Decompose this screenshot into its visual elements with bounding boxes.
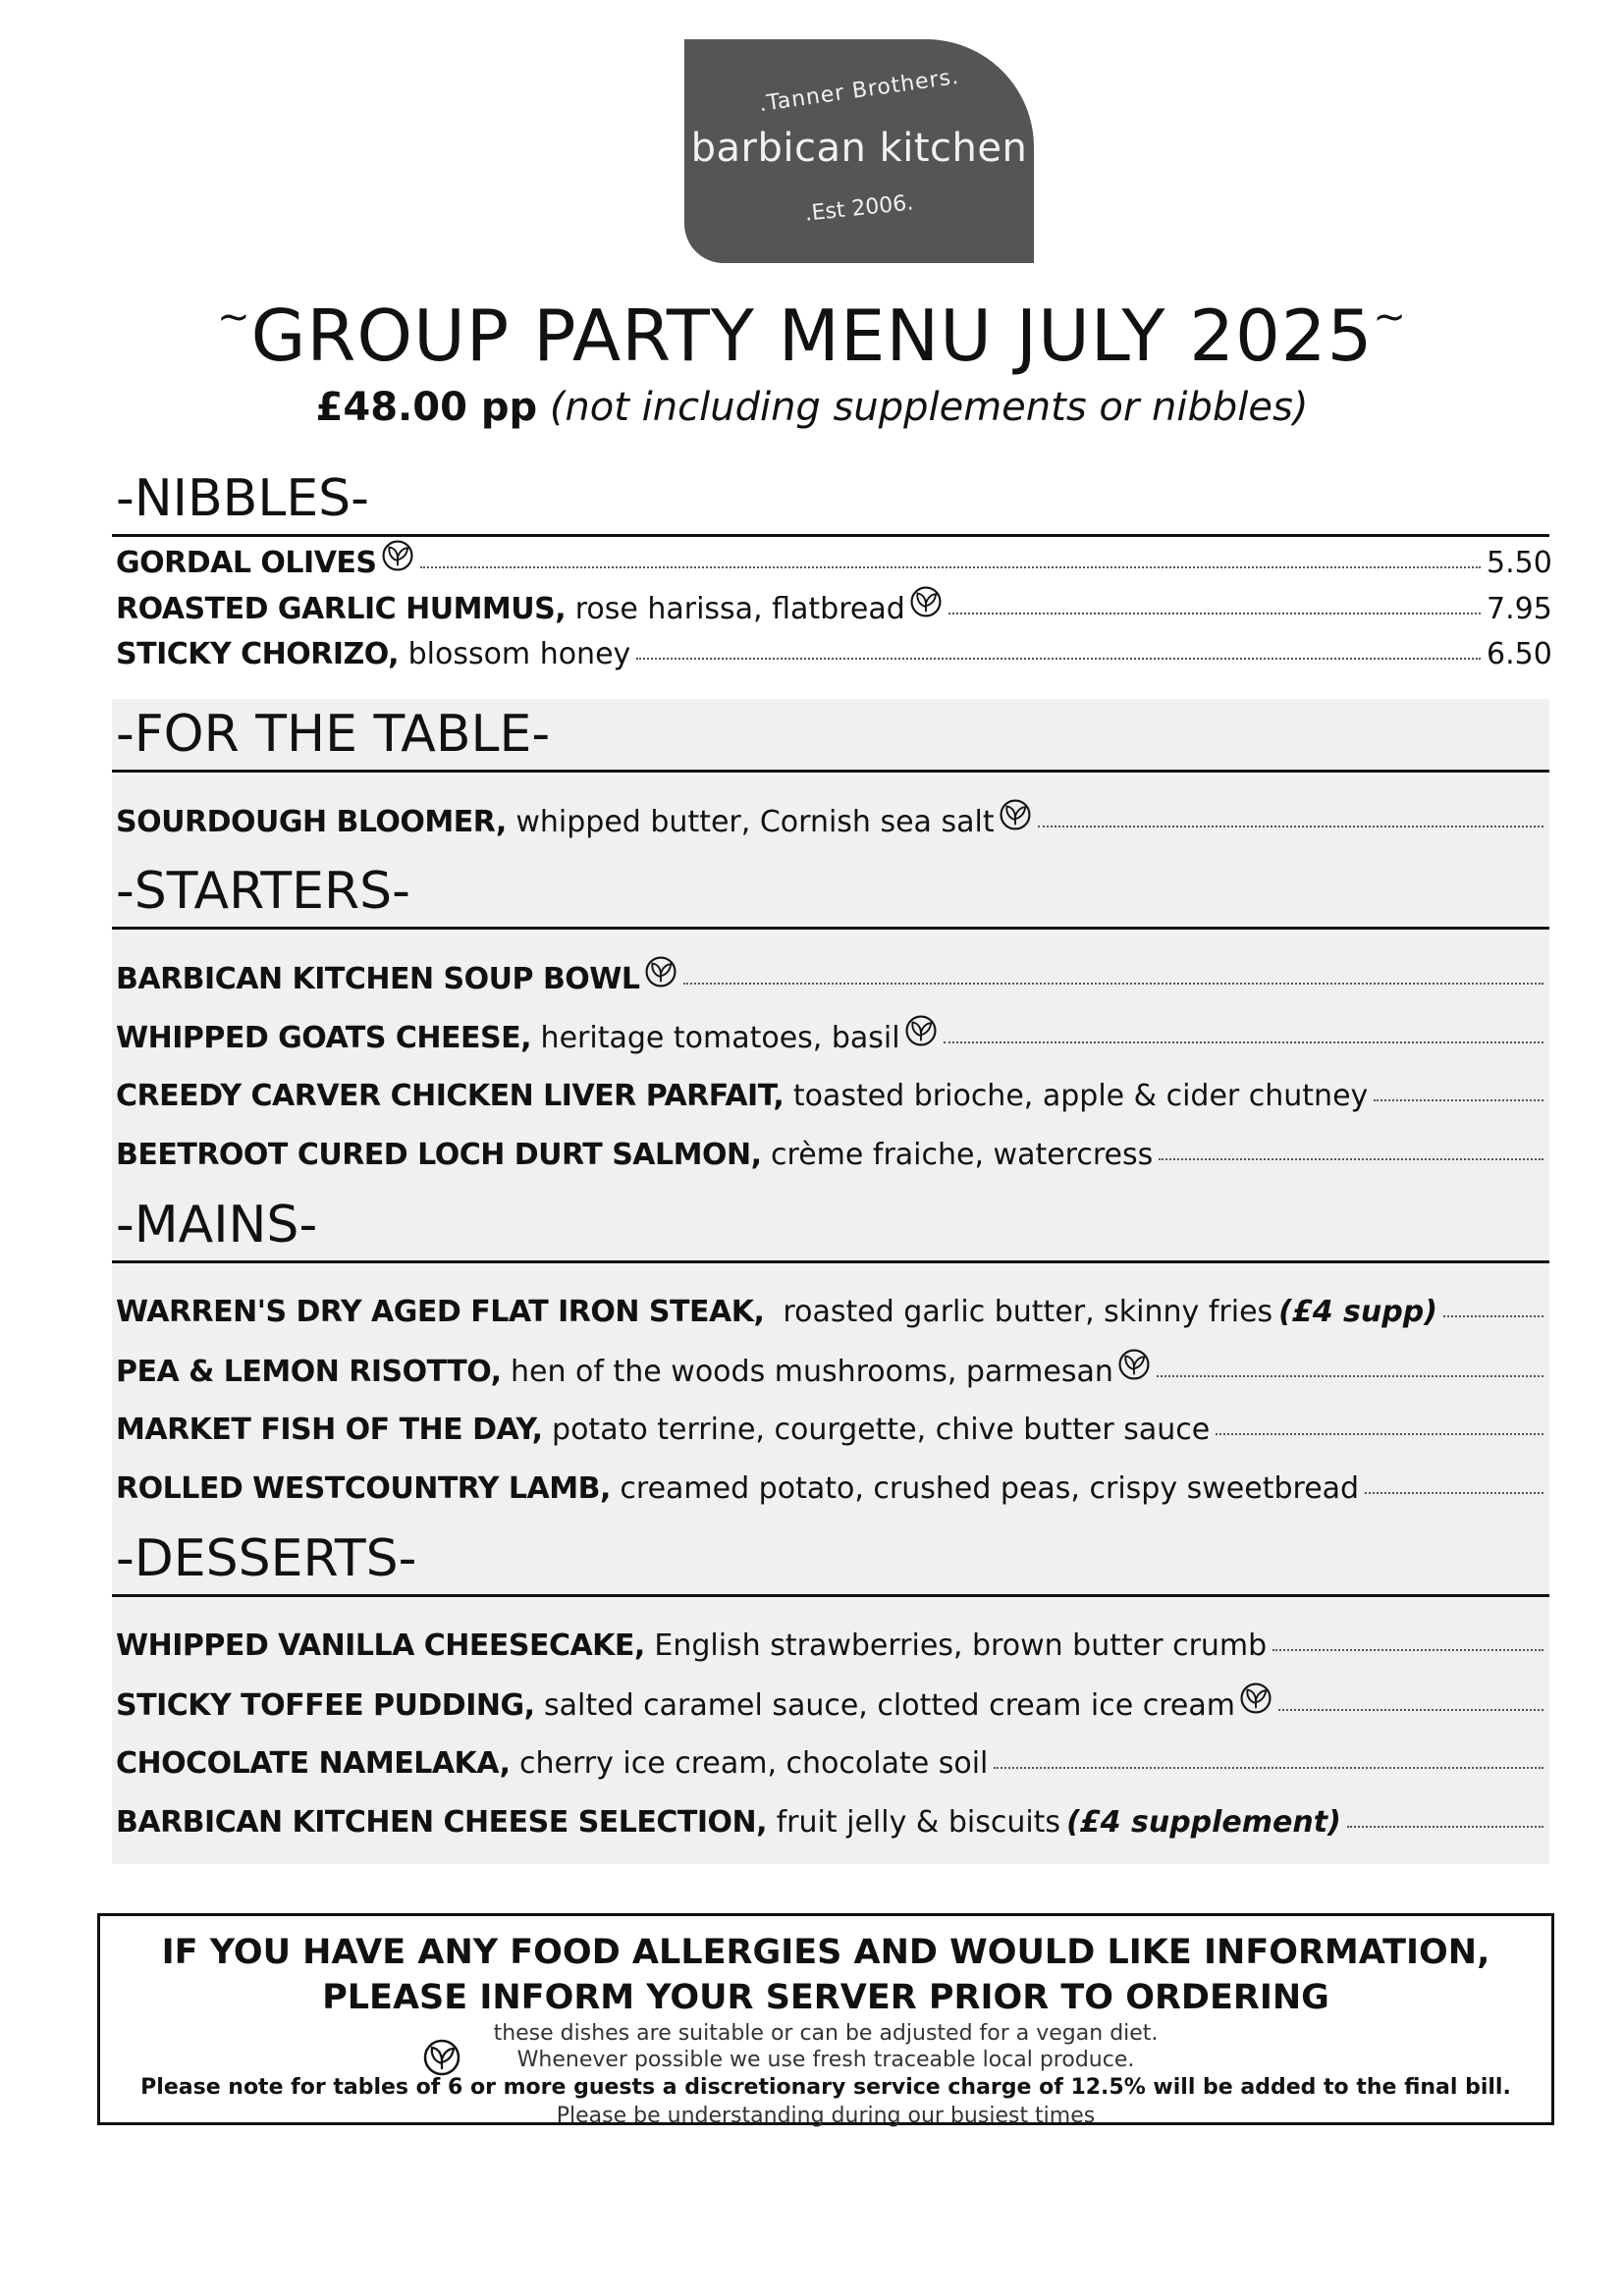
section-heading: -STARTERS-: [112, 856, 1549, 930]
dot-leader: [1272, 1649, 1543, 1651]
title-tilde-right: ~: [1373, 294, 1407, 340]
dish-name: STICKY TOFFEE PUDDING,: [116, 1688, 535, 1723]
section-heading: -FOR THE TABLE-: [112, 699, 1549, 773]
menu-item: [112, 1682, 1549, 1728]
menu-item: [112, 539, 1552, 585]
item-price: 7.95: [1487, 592, 1552, 626]
dot-leader: [1374, 1099, 1543, 1101]
logo-name: barbican kitchen: [690, 126, 1028, 171]
item-price: 5.50: [1487, 546, 1552, 580]
menu-item: [112, 631, 1552, 677]
dish-description: English strawberries, brown butter crumb: [644, 1629, 1268, 1663]
menu-item: [112, 1799, 1549, 1845]
dish-description: potato terrine, courgette, chive butter sauce: [542, 1413, 1211, 1447]
dish-name: CHOCOLATE NAMELAKA,: [116, 1746, 511, 1781]
dish-description: roasted garlic butter, skinny fries: [764, 1295, 1273, 1329]
vegan-leaf-icon: [422, 2038, 461, 2077]
section-starters: [112, 856, 1549, 1178]
dish-description: whipped butter, Cornish sea salt: [506, 805, 995, 839]
menu-item: [112, 1407, 1549, 1453]
dot-leader: [1216, 1433, 1543, 1435]
menu-item: [112, 1466, 1549, 1512]
allergy-line-2: PLEASE INFORM YOUR SERVER PRIOR TO ORDERING: [322, 1978, 1329, 2017]
dish-name: WHIPPED GOATS CHEESE,: [116, 1021, 532, 1055]
item-price: 6.50: [1487, 637, 1552, 671]
price-amount: £48.00 pp: [315, 385, 538, 430]
dish-name: PEA & LEMON RISOTTO,: [116, 1355, 502, 1389]
dot-leader: [1038, 826, 1543, 828]
section-mains: [112, 1190, 1549, 1512]
dot-leader: [1347, 1826, 1543, 1828]
restaurant-logo: [684, 39, 1034, 263]
supplement-note: (£4 supp): [1278, 1295, 1437, 1329]
section-heading: -DESSERTS-: [112, 1523, 1549, 1597]
title-text: GROUP PARTY MENU JULY 2025: [250, 294, 1374, 377]
menu-item: [112, 1348, 1549, 1394]
menu-item: [112, 1014, 1549, 1060]
dish-name: MARKET FISH OF THE DAY,: [116, 1413, 543, 1447]
dot-leader: [636, 658, 1481, 660]
section-for-the-table: [112, 699, 1549, 844]
dot-leader: [994, 1767, 1543, 1769]
section-desserts: [112, 1523, 1549, 1845]
dish-name: ROASTED GARLIC HUMMUS,: [116, 592, 567, 626]
supplement-note: (£4 supplement): [1066, 1805, 1341, 1840]
dish-description: fruit jelly & biscuits: [767, 1805, 1061, 1840]
section-heading: -NIBBLES-: [112, 463, 1549, 537]
dish-description: heritage tomatoes, basil: [531, 1021, 900, 1055]
dish-description: hen of the woods mushrooms, parmesan: [501, 1355, 1113, 1389]
vegan-note: these dishes are suitable or can be adjusted for a vegan diet.: [493, 2021, 1159, 2046]
dot-leader: [1443, 1315, 1543, 1317]
vegan-leaf-icon: [1117, 1348, 1151, 1381]
dish-description: salted caramel sauce, clotted cream ice cream: [534, 1688, 1235, 1723]
menu-item: [112, 1289, 1549, 1335]
dish-name: BARBICAN KITCHEN CHEESE SELECTION,: [116, 1805, 768, 1840]
page-title: [0, 294, 1624, 377]
busy-note: Please be understanding during our busiest times: [556, 2104, 1096, 2128]
menu-item: [112, 955, 1549, 1001]
dot-leader: [1159, 1158, 1543, 1160]
menu-item: [112, 1740, 1549, 1787]
dot-leader: [944, 1041, 1543, 1043]
vegan-leaf-icon: [999, 798, 1032, 831]
section-heading: -MAINS-: [112, 1190, 1549, 1263]
dish-name: BARBICAN KITCHEN SOUP BOWL: [116, 962, 640, 996]
vegan-leaf-icon: [909, 585, 943, 618]
vegan-leaf-icon: [1239, 1682, 1272, 1715]
allergy-notice: [97, 1913, 1554, 2128]
menu-item: [112, 798, 1549, 844]
vegan-leaf-icon: [644, 955, 677, 988]
dot-leader: [683, 983, 1543, 985]
vegan-leaf-icon: [381, 539, 414, 572]
dot-leader: [948, 613, 1481, 614]
dish-name: STICKY CHORIZO,: [116, 637, 400, 671]
dot-leader: [1157, 1375, 1543, 1377]
dish-name: CREEDY CARVER CHICKEN LIVER PARFAIT,: [116, 1079, 785, 1113]
dish-name: SOURDOUGH BLOOMER,: [116, 805, 507, 839]
dish-name: BEETROOT CURED LOCH DURT SALMON,: [116, 1138, 762, 1172]
section-nibbles: [112, 463, 1552, 677]
price-line: [0, 385, 1624, 430]
dish-name: ROLLED WESTCOUNTRY LAMB,: [116, 1471, 611, 1506]
dish-name: WHIPPED VANILLA CHEESECAKE,: [116, 1629, 645, 1663]
local-produce-note: Whenever possible we use fresh traceable local produce.: [516, 2048, 1135, 2072]
menu-item: [112, 1073, 1549, 1119]
menu-item: [112, 1623, 1549, 1669]
dish-name: GORDAL OLIVES: [116, 546, 377, 580]
logo-tagline: .Tanner Brothers.: [757, 64, 961, 118]
service-charge-note: Please note for tables of 6 or more guests a discretionary service charge of 12.5% will be added to the final bill.: [140, 2075, 1511, 2100]
menu-item: [112, 1132, 1549, 1178]
dish-description: cherry ice cream, chocolate soil: [510, 1746, 989, 1781]
dish-description: rose harissa, flatbread: [566, 592, 905, 626]
dot-leader: [1278, 1709, 1543, 1711]
dot-leader: [420, 566, 1481, 568]
menu-item: [112, 585, 1552, 631]
dish-description: toasted brioche, apple & cider chutney: [784, 1079, 1369, 1113]
dish-name: WARREN'S DRY AGED FLAT IRON STEAK,: [116, 1295, 765, 1329]
dish-description: blossom honey: [399, 637, 631, 671]
title-tilde-left: ~: [217, 294, 251, 340]
dot-leader: [1365, 1492, 1543, 1494]
dish-description: crème fraiche, watercress: [761, 1138, 1154, 1172]
allergy-line-1: IF YOU HAVE ANY FOOD ALLERGIES AND WOULD LIKE INFORMATION,: [161, 1933, 1490, 1972]
logo-established: .Est 2006.: [803, 190, 915, 227]
dish-description: creamed potato, crushed peas, crispy sweetbread: [610, 1471, 1360, 1506]
vegan-leaf-icon: [904, 1014, 938, 1047]
price-note: (not including supplements or nibbles): [549, 385, 1309, 430]
